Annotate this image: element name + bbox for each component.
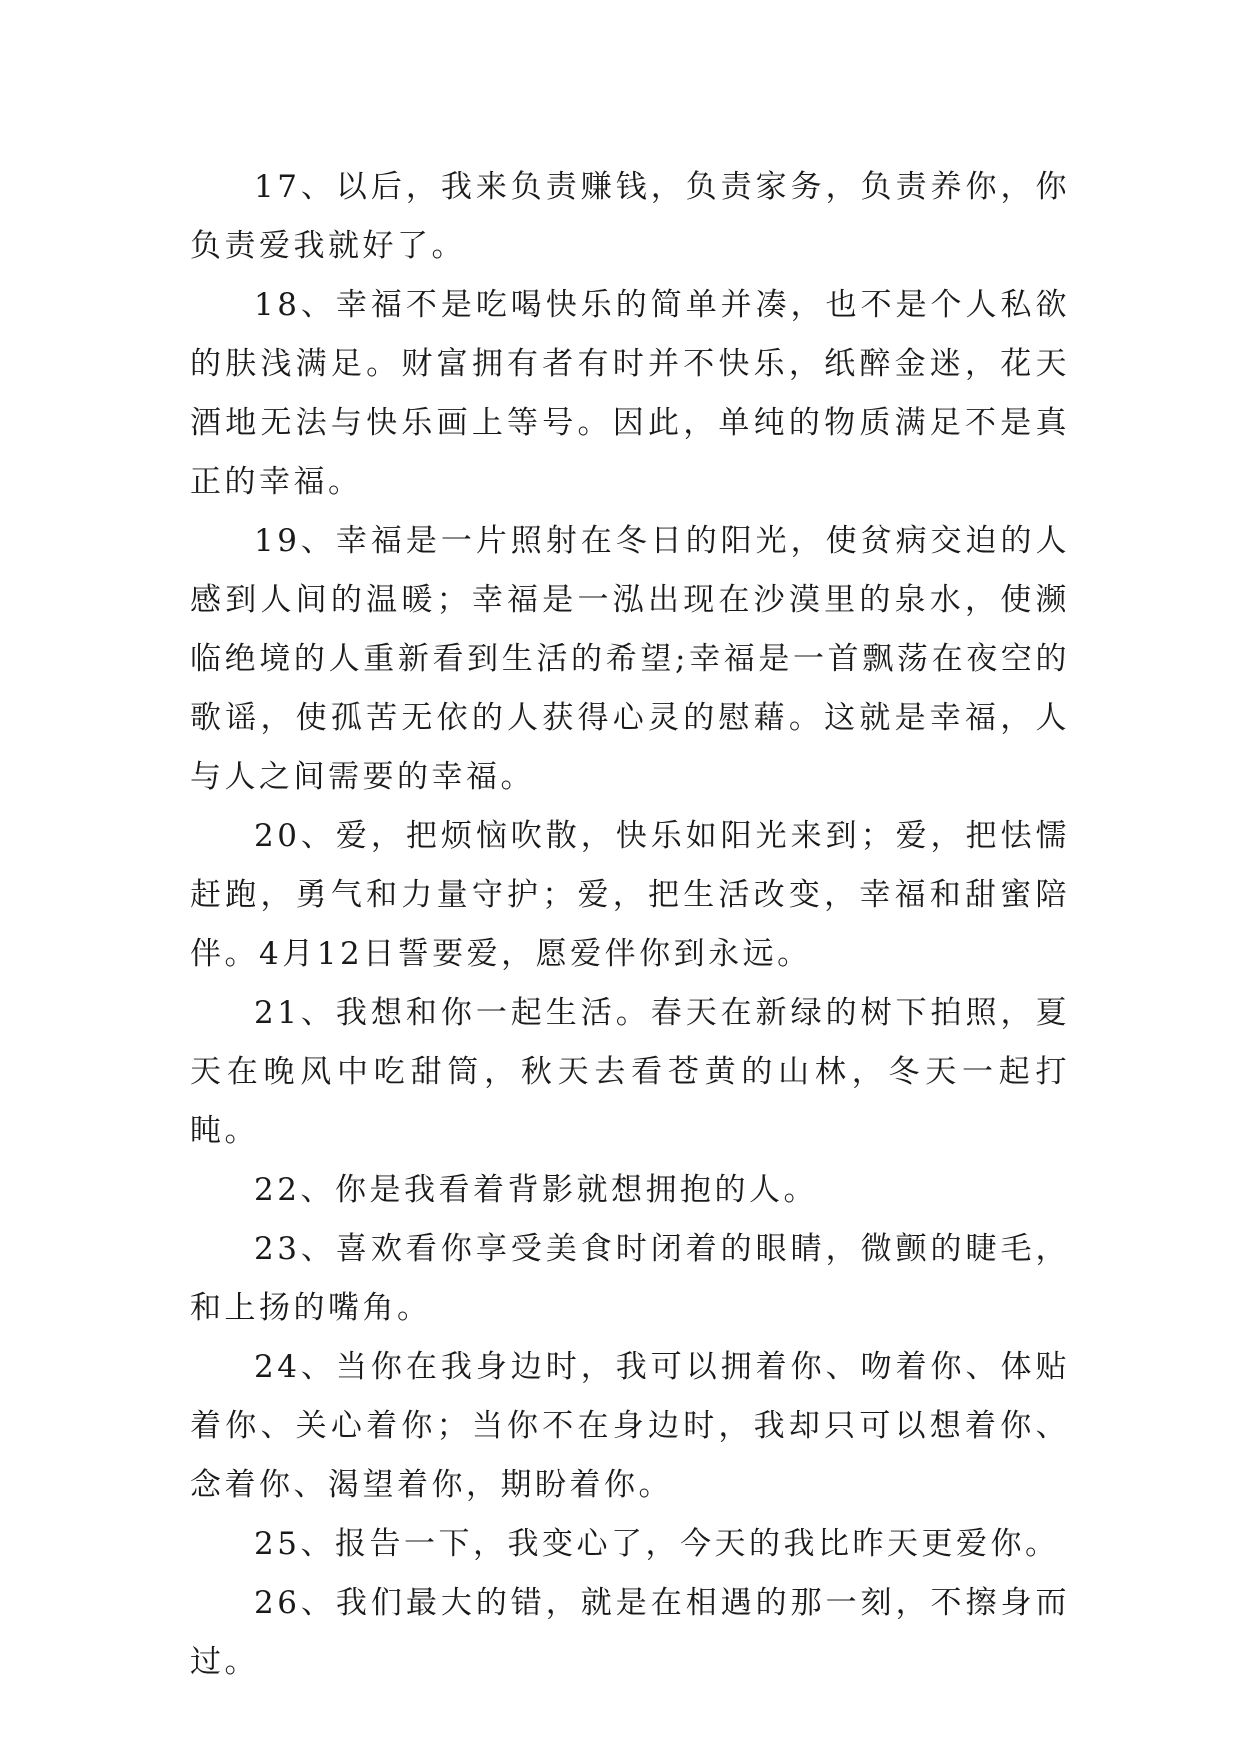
paragraph-18: 18、幸福不是吃喝快乐的简单并凑，也不是个人私欲的肤浅满足。财富拥有者有时并不快乐，纸醉金迷，花天酒地无法与快乐画上等号。因此，单纯的物质满足不是真正的幸福。 — [190, 287, 1070, 500]
paragraph-17: 17、以后，我来负责赚钱，负责家务，负责养你，你负责爱我就好了。 — [190, 169, 1070, 264]
paragraph-22: 22、你是我看着背影就想拥抱的人。 — [254, 1172, 818, 1208]
paragraph-21: 21、我想和你一起生活。春天在新绿的树下拍照，夏天在晚风中吃甜筒，秋天去看苍黄的山林，冬天一起打盹。 — [190, 995, 1070, 1149]
paragraph-25: 25、报告一下，我变心了，今天的我比昨天更爱你。 — [254, 1526, 1060, 1562]
paragraph-24: 24、当你在我身边时，我可以拥着你、吻着你、体贴着你、关心着你；当你不在身边时，我却只可以想着你、念着你、渴望着你，期盼着你。 — [190, 1349, 1070, 1503]
paragraph-20: 20、爱，把烦恼吹散，快乐如阳光来到；爱，把怯懦赶跑，勇气和力量守护；爱，把生活改变，幸福和甜蜜陪伴。4月12日誓要爱，愿爱伴你到永远。 — [190, 818, 1070, 972]
paragraph-23: 23、喜欢看你享受美食时闭着的眼睛，微颤的睫毛，和上扬的嘴角。 — [190, 1231, 1070, 1326]
paragraph-19: 19、幸福是一片照射在冬日的阳光，使贫病交迫的人感到人间的温暖；幸福是一泓出现在沙漠里的泉水，使濒临绝境的人重新看到生活的希望;幸福是一首飘荡在夜空的歌谣，使孤苦无依的人获得心灵的慰藉。这就是幸福，人与人之间需要的幸福。 — [190, 523, 1070, 795]
paragraph-26: 26、我们最大的错，就是在相遇的那一刻，不擦身而过。 — [190, 1585, 1070, 1680]
document-body — [190, 158, 1070, 1692]
